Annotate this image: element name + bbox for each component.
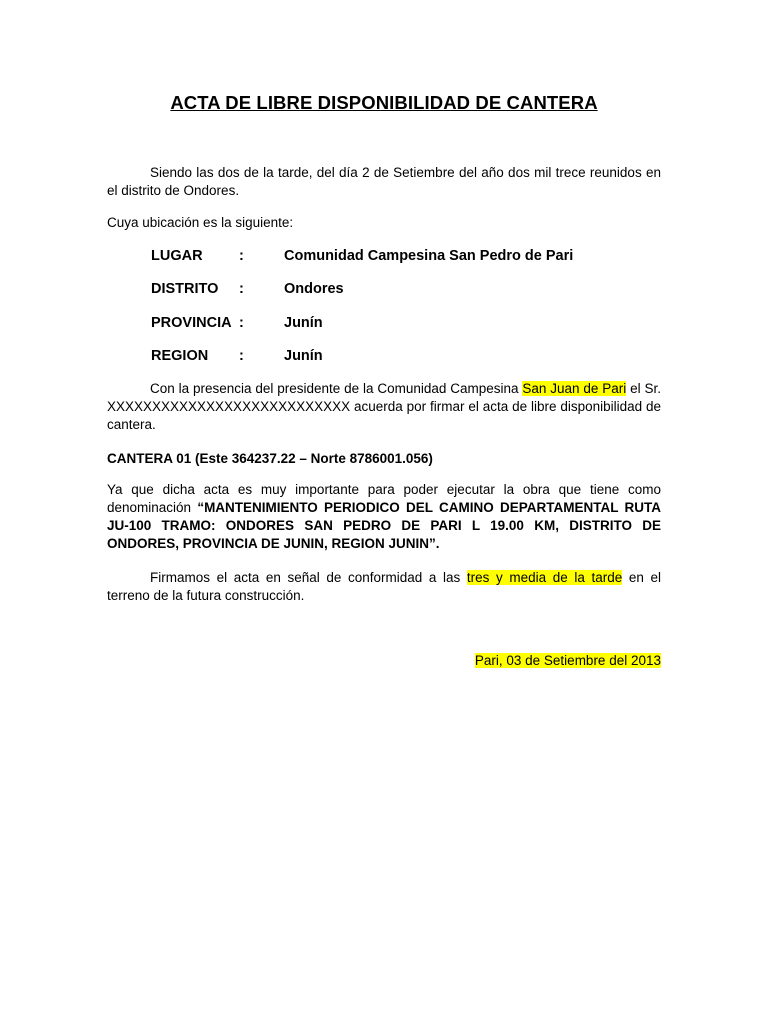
signing-paragraph: [107, 569, 661, 605]
presence-text: Con la presencia del presidente de la Comunidad Campesina: [150, 381, 523, 396]
presence-text-continued: el Sr. XXXXXXXXXXXXXXXXXXXXXXXXXXX acuerda por firmar el acta de libre disponibilidad de cantera.: [107, 381, 661, 432]
highlighted-time: tres y media de la tarde: [466, 570, 623, 585]
field-value: Comunidad Campesina San Pedro de Pari: [284, 248, 574, 264]
field-colon: :: [239, 315, 244, 331]
field-label: REGION: [151, 348, 209, 364]
field-label: DISTRITO: [151, 281, 219, 297]
field-value: Junín: [284, 315, 323, 331]
document-title: ACTA DE LIBRE DISPONIBILIDAD DE CANTERA: [170, 92, 598, 113]
presence-paragraph: [107, 380, 661, 434]
cantera-heading: CANTERA 01 (Este 364237.22 – Norte 8786001.056): [107, 451, 433, 466]
field-colon: :: [239, 248, 244, 264]
field-colon: :: [239, 348, 244, 364]
intro-paragraph: Siendo las dos de la tarde, del día 2 de Setiembre del año dos mil trece reunidos en el distrito de Ondores.: [107, 165, 661, 198]
field-value: Ondores: [284, 281, 344, 297]
highlighted-community-name: San Juan de Pari: [522, 381, 627, 396]
signing-text-continued: en el terreno de la futura construcción.: [107, 570, 661, 603]
highlighted-date: Pari, 03 de Setiembre del 2013: [474, 653, 661, 668]
purpose-text: Ya que dicha acta es muy importante para poder ejecutar la obra que tiene como denominación: [107, 482, 661, 515]
purpose-paragraph: [107, 481, 661, 553]
document-date: [475, 652, 661, 670]
signing-text: Firmamos el acta en señal de conformidad a las: [150, 570, 467, 585]
field-row-region: [151, 346, 651, 366]
field-row-lugar: [151, 246, 651, 266]
field-value: Junín: [284, 348, 323, 364]
field-row-distrito: [151, 279, 651, 299]
field-label: PROVINCIA: [151, 315, 232, 331]
location-intro: Cuya ubicación es la siguiente:: [107, 215, 294, 230]
field-label: LUGAR: [151, 248, 203, 264]
field-colon: :: [239, 281, 244, 297]
field-row-provincia: [151, 313, 651, 333]
project-name: “MANTENIMIENTO PERIODICO DEL CAMINO DEPARTAMENTAL RUTA JU-100 TRAMO: ONDORES SAN PEDRO DE PARI L 19.00 KM, DISTRITO DE ONDORES, PROVINCIA DE JUNIN, REGION JUNIN”.: [107, 500, 662, 551]
